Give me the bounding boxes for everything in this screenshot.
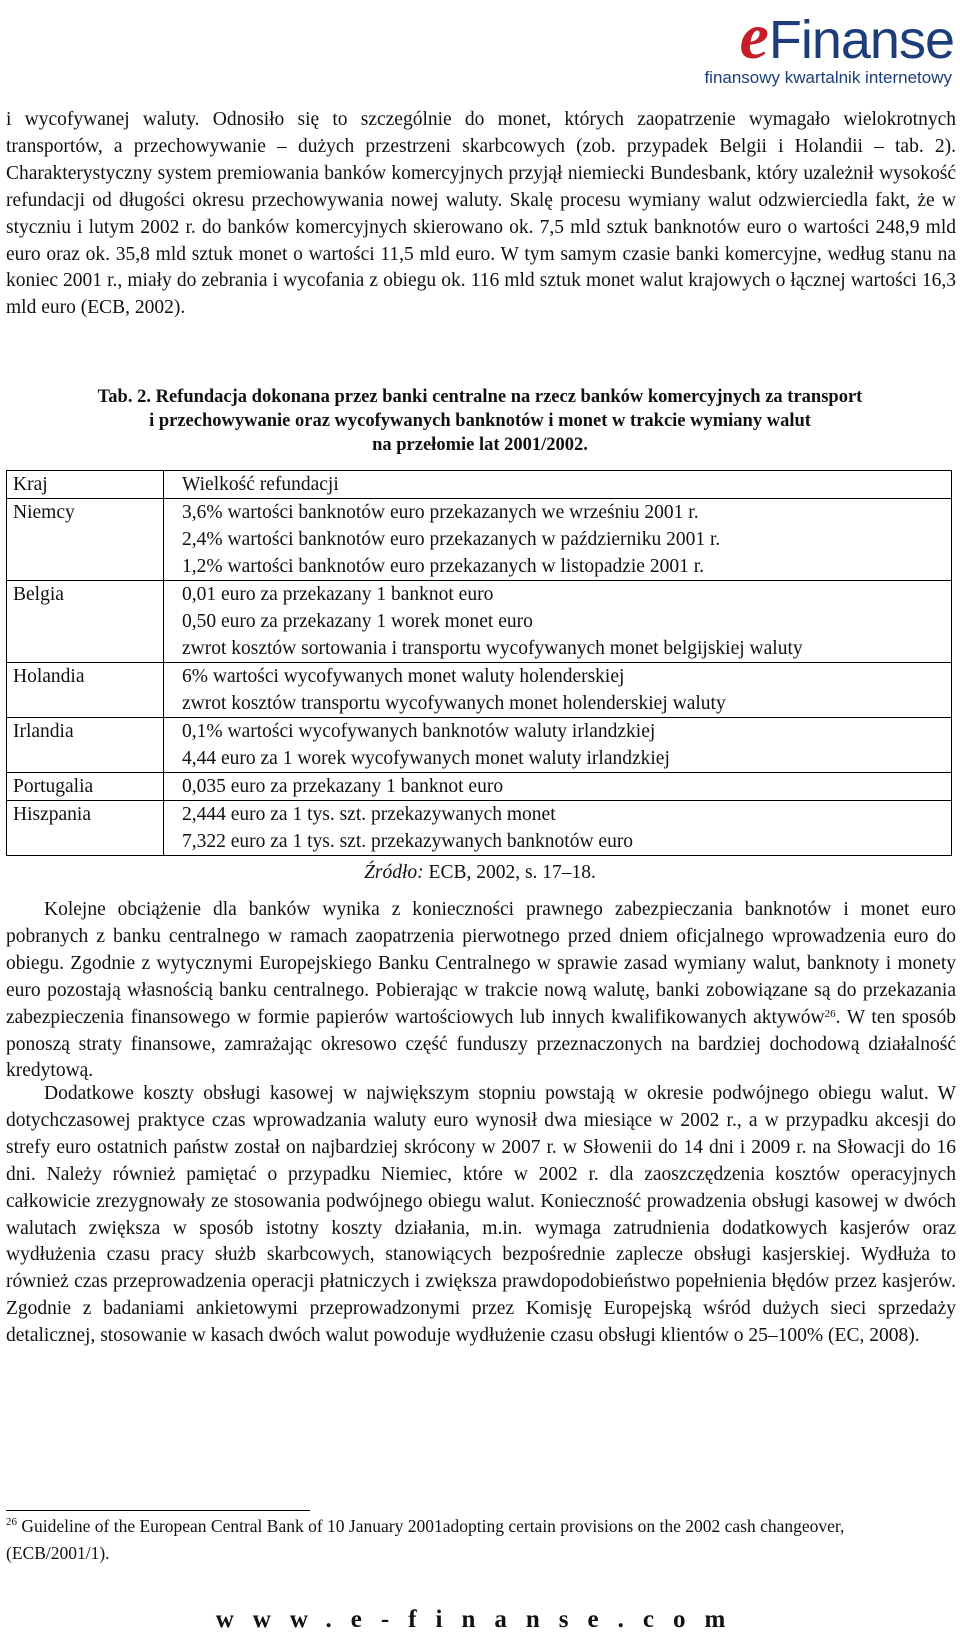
refund-cell <box>164 499 952 581</box>
refund-cell <box>164 801 952 856</box>
refund-line: 0,01 euro za przekazany 1 banknot euro <box>182 584 494 605</box>
refund-cell <box>164 773 952 801</box>
refund-cell <box>164 663 952 718</box>
refund-line: 2,4% wartości banknotów euro przekazanych w październiku 2001 r. <box>182 529 721 550</box>
logo-name: Finanse <box>768 10 954 70</box>
table-row <box>7 663 952 718</box>
table-row <box>7 718 952 773</box>
paragraph-2-tail: . W ten sposób ponoszą straty finansowe, zamrażając okresowo część funduszy przeznaczonych na bardziej dochodową działalność kredytową. <box>6 1006 957 1082</box>
caption-line-2: i przechowywanie oraz wycofywanych banknotów i monet w trakcie wymiany walut <box>149 411 811 431</box>
footnote-number: 26 <box>6 1516 17 1528</box>
footnote-ref[interactable]: 26 <box>824 1007 836 1020</box>
footnote <box>6 1513 946 1567</box>
refund-line: zwrot kosztów transportu wycofywanych monet holenderskiej waluty <box>182 693 726 714</box>
country-cell: Belgia <box>7 581 164 663</box>
paragraph-2-text: Kolejne obciążenie dla banków wynika z konieczności prawnego zabezpieczania banknotów i monet euro pobranych z banku centralnego w ramach zaopatrzenia pierwotnego przed dniem oficjalnego wprowadzenia euro do obiegu. Zgodnie z wytycznymi Europejskiego Banku Centralnego w sprawie zasad wymiany walut, banknoty i monety euro pozostają własnością banku centralnego. Pobierając w trakcie nową walutę, banki zobowiązane są do przekazania zabezpieczenia finansowego w formie papierów wartościowych lub innych kwalifikowanych aktywów <box>6 899 956 1028</box>
refund-line: 0,035 euro za przekazany 1 banknot euro <box>182 776 504 797</box>
refund-line: 6% wartości wycofywanych monet waluty holenderskiej <box>182 666 625 687</box>
logo-wordmark <box>739 0 954 73</box>
table-row <box>7 499 952 581</box>
table-caption <box>0 385 960 457</box>
table-header-row <box>7 471 952 499</box>
intro-paragraph: i wycofywanej waluty. Odnosiło się to szczególnie do monet, których zaopatrzenie wymagało wielokrotnych transportów, a przechowywanie – dużych przestrzeni skarbcowych (zob. przypadek Belgii i Holandii – tab. 2). Charakterystyczny system premiowania banków komercyjnych przyjął niemiecki Bundesbank, który uzależnił wysokość refundacji od długości okresu przechowywania nowej waluty. Skalę procesu wymiany walut odzwierciedla fakt, że w styczniu i lutym 2002 r. do banków komercyjnych skierowano ok. 7,5 mld sztuk banknotów euro o wartości 248,9 mld euro oraz ok. 35,8 mld sztuk monet o wartości 11,5 mld euro. W tym samym czasie banki komercyjne, według stanu na koniec 2001 r., miały do zebrania i wycofania z obiegu ok. 116 mld sztuk monet walut krajowych o łącznej wartości 16,3 mld euro (ECB, 2002). <box>6 109 956 319</box>
paragraph-3-text: Dodatkowe koszty obsługi kasowej w największym stopniu powstają w okresie podwójnego obiegu walut. W dotychczasowej praktyce czas wprowadzania waluty euro wynosił dwa miesiące w 2002 r., a w przypadku akcesji do strefy euro ostatnich państw został on najbardziej skrócony w 2007 r. w Słowenii do 14 dni i 2009 r. na Słowacji do 16 dni. Należy również pamiętać o przypadku Niemiec, które w 2002 r. dla zaoszczędzenia kosztów operacyjnych całkowicie zrezygnowały ze stosowania podwójnego obiegu walut. Konieczność prowadzenia obsługi kasowej w dwóch walutach zwiększa w sposób istotny koszty działania, m.in. wymaga zatrudnienia dodatkowych kasjerów oraz wydłużenia czasu pracy służb skarbcowych, stanowiących bezpośrednie zaplecze obsługi kasjerskiej. Wydłuża to również czas przeprowadzenia operacji płatniczych i zwiększa prawdopodobieństwo popełnienia błędów przez kasjerów. Zgodnie z badaniami ankietowymi przeprowadzonymi przez Komisję Europejską wśród dużych sieci sprzedaży detalicznej, stosowanie w kasach dwóch walut powoduje wydłużenie czasu obsługi klientów o 25–100% (EC, 2008). <box>6 1083 956 1347</box>
refund-line: 7,322 euro za 1 tys. szt. przekazywanych banknotów euro <box>182 831 634 852</box>
logo-initial: e <box>739 0 769 73</box>
footer-url[interactable]: www.e-finanse.com <box>215 1606 745 1633</box>
refund-line: 0,1% wartości wycofywanych banknotów waluty irlandzkiej <box>182 721 656 742</box>
country-cell: Hiszpania <box>7 801 164 856</box>
refund-table <box>6 470 952 856</box>
body-paragraph-3 <box>6 1081 956 1350</box>
refund-cell <box>164 581 952 663</box>
table-row <box>7 773 952 801</box>
caption-line-1: Tab. 2. Refundacja dokonana przez banki centralne na rzecz banków komercyjnych za transport <box>97 387 863 407</box>
table-row <box>7 801 952 856</box>
table-row <box>7 581 952 663</box>
refund-line: 3,6% wartości banknotów euro przekazanych we wrześniu 2001 r. <box>182 502 699 523</box>
country-cell: Irlandia <box>7 718 164 773</box>
country-cell: Niemcy <box>7 499 164 581</box>
efinanse-logo <box>704 0 954 90</box>
refund-line: 1,2% wartości banknotów euro przekazanych w listopadzie 2001 r. <box>182 556 705 577</box>
header-refund: Wielkość refundacji <box>164 471 952 499</box>
source-text: ECB, 2002, s. 17–18. <box>423 862 596 883</box>
refund-cell <box>164 718 952 773</box>
country-cell: Portugalia <box>7 773 164 801</box>
refund-line: 2,444 euro za 1 tys. szt. przekazywanych monet <box>182 804 556 825</box>
source-label: Źródło: <box>364 862 424 883</box>
footnote-divider <box>6 1510 310 1511</box>
country-cell: Holandia <box>7 663 164 718</box>
footnote-text: Guideline of the European Central Bank of 10 January 2001adopting certain provisions on the 2002 cash changeover, (ECB/2001/1). <box>6 1516 845 1563</box>
refund-line: 4,44 euro za 1 worek wycofywanych monet waluty irlandzkiej <box>182 748 670 769</box>
body-paragraph-2 <box>6 897 956 1085</box>
header-country: Kraj <box>7 471 164 499</box>
refund-line: zwrot kosztów sortowania i transportu wycofywanych monet belgijskiej waluty <box>182 638 803 659</box>
refund-line: 0,50 euro za przekazany 1 worek monet euro <box>182 611 533 632</box>
caption-line-3: na przełomie lat 2001/2002. <box>372 435 588 455</box>
table-source <box>0 862 960 884</box>
logo-tagline: finansowy kwartalnik internetowy <box>704 68 952 87</box>
